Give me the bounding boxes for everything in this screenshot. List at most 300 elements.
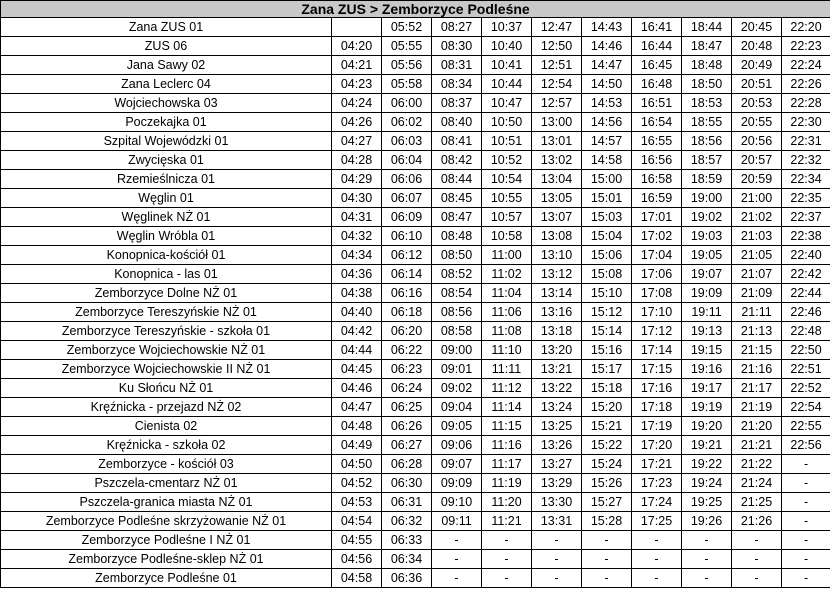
departure-time: 11:06 — [482, 303, 532, 322]
departure-time: 10:41 — [482, 56, 532, 75]
departure-time: 06:02 — [382, 113, 432, 132]
departure-time: 11:10 — [482, 341, 532, 360]
departure-time: 04:21 — [332, 56, 382, 75]
departure-time: 22:26 — [782, 75, 830, 94]
departure-time: 04:28 — [332, 151, 382, 170]
departure-time: 16:45 — [632, 56, 682, 75]
timetable-row — [1, 512, 830, 531]
departure-time: 11:08 — [482, 322, 532, 341]
departure-time: 04:56 — [332, 550, 382, 569]
departure-time: 04:40 — [332, 303, 382, 322]
departure-time: 22:50 — [782, 341, 830, 360]
departure-time: 12:51 — [532, 56, 582, 75]
departure-time: 09:11 — [432, 512, 482, 531]
departure-time: 06:14 — [382, 265, 432, 284]
departure-time: 19:00 — [682, 189, 732, 208]
departure-time: 17:20 — [632, 436, 682, 455]
departure-time: - — [582, 569, 632, 588]
timetable-row — [1, 75, 830, 94]
departure-time: 21:19 — [732, 398, 782, 417]
departure-time: 04:30 — [332, 189, 382, 208]
departure-time: 04:55 — [332, 531, 382, 550]
timetable-row — [1, 284, 830, 303]
departure-time: 10:37 — [482, 18, 532, 37]
departure-time: 08:48 — [432, 227, 482, 246]
stop-name: Cienista 02 — [1, 417, 332, 436]
departure-time: 08:30 — [432, 37, 482, 56]
departure-time: 19:17 — [682, 379, 732, 398]
departure-time: 17:19 — [632, 417, 682, 436]
stop-name: Konopnica-kościół 01 — [1, 246, 332, 265]
departure-time: 08:47 — [432, 208, 482, 227]
timetable-row — [1, 436, 830, 455]
departure-time: 19:09 — [682, 284, 732, 303]
stop-name: Zana ZUS 01 — [1, 18, 332, 37]
timetable-row — [1, 113, 830, 132]
departure-time: 16:55 — [632, 132, 682, 151]
stop-name: Zwycięska 01 — [1, 151, 332, 170]
departure-time: 05:52 — [382, 18, 432, 37]
departure-time: 14:53 — [582, 94, 632, 113]
departure-time: 22:31 — [782, 132, 830, 151]
departure-time: 14:58 — [582, 151, 632, 170]
departure-time: 04:45 — [332, 360, 382, 379]
departure-time: 05:58 — [382, 75, 432, 94]
departure-time: 13:00 — [532, 113, 582, 132]
departure-time: 22:20 — [782, 18, 830, 37]
departure-time: 20:59 — [732, 170, 782, 189]
departure-time: 04:20 — [332, 37, 382, 56]
departure-time: 21:16 — [732, 360, 782, 379]
departure-time: 17:02 — [632, 227, 682, 246]
departure-time: 13:20 — [532, 341, 582, 360]
stop-name: Zemborzyce Podleśne I NŻ 01 — [1, 531, 332, 550]
departure-time: 06:09 — [382, 208, 432, 227]
timetable-row — [1, 322, 830, 341]
departure-time: 22:54 — [782, 398, 830, 417]
stop-name: Wojciechowska 03 — [1, 94, 332, 113]
departure-time: 13:10 — [532, 246, 582, 265]
stop-name: Zemborzyce Tereszyńskie NŻ 01 — [1, 303, 332, 322]
departure-time: 15:01 — [582, 189, 632, 208]
departure-time: 04:58 — [332, 569, 382, 588]
departure-time: 19:21 — [682, 436, 732, 455]
departure-time: - — [732, 550, 782, 569]
timetable-row — [1, 227, 830, 246]
departure-time: 18:57 — [682, 151, 732, 170]
departure-time: 14:56 — [582, 113, 632, 132]
departure-time: 04:49 — [332, 436, 382, 455]
departure-time: 08:41 — [432, 132, 482, 151]
departure-time: 06:27 — [382, 436, 432, 455]
departure-time: 05:56 — [382, 56, 432, 75]
departure-time: 13:27 — [532, 455, 582, 474]
departure-time: 13:31 — [532, 512, 582, 531]
timetable-row — [1, 379, 830, 398]
departure-time: 18:56 — [682, 132, 732, 151]
departure-time: 08:37 — [432, 94, 482, 113]
departure-time: 13:01 — [532, 132, 582, 151]
departure-time: 16:48 — [632, 75, 682, 94]
departure-time: 19:22 — [682, 455, 732, 474]
departure-time: - — [782, 531, 830, 550]
departure-time: 04:50 — [332, 455, 382, 474]
departure-time: 18:53 — [682, 94, 732, 113]
timetable-row — [1, 18, 830, 37]
departure-time: 15:14 — [582, 322, 632, 341]
departure-time: - — [532, 531, 582, 550]
departure-time: 04:38 — [332, 284, 382, 303]
departure-time: 06:07 — [382, 189, 432, 208]
departure-time: 06:00 — [382, 94, 432, 113]
departure-time: 11:15 — [482, 417, 532, 436]
departure-time: 15:17 — [582, 360, 632, 379]
departure-time: 21:11 — [732, 303, 782, 322]
timetable-row — [1, 170, 830, 189]
timetable-row — [1, 341, 830, 360]
departure-time: 09:10 — [432, 493, 482, 512]
departure-time: 04:27 — [332, 132, 382, 151]
departure-time: 11:14 — [482, 398, 532, 417]
departure-time: 19:19 — [682, 398, 732, 417]
departure-time: 10:57 — [482, 208, 532, 227]
departure-time: 15:08 — [582, 265, 632, 284]
departure-time: 21:05 — [732, 246, 782, 265]
departure-time: 22:24 — [782, 56, 830, 75]
departure-time: 15:16 — [582, 341, 632, 360]
departure-time: 04:54 — [332, 512, 382, 531]
departure-time: 22:34 — [782, 170, 830, 189]
departure-time: 15:06 — [582, 246, 632, 265]
departure-time: 17:15 — [632, 360, 682, 379]
departure-time: 06:20 — [382, 322, 432, 341]
departure-time: 08:44 — [432, 170, 482, 189]
departure-time: 16:59 — [632, 189, 682, 208]
departure-time: 22:55 — [782, 417, 830, 436]
departure-time: 08:31 — [432, 56, 482, 75]
timetable-row — [1, 550, 830, 569]
departure-time: 08:34 — [432, 75, 482, 94]
departure-time: 06:24 — [382, 379, 432, 398]
departure-time: 15:27 — [582, 493, 632, 512]
departure-time: 09:01 — [432, 360, 482, 379]
departure-time: - — [682, 569, 732, 588]
timetable-row — [1, 569, 830, 588]
departure-time: 14:46 — [582, 37, 632, 56]
stop-name: Konopnica - las 01 — [1, 265, 332, 284]
departure-time: 13:26 — [532, 436, 582, 455]
departure-time: 20:51 — [732, 75, 782, 94]
departure-time: 08:27 — [432, 18, 482, 37]
departure-time: 13:04 — [532, 170, 582, 189]
departure-time: 15:04 — [582, 227, 632, 246]
departure-time: 06:12 — [382, 246, 432, 265]
timetable-row — [1, 189, 830, 208]
departure-time: 17:12 — [632, 322, 682, 341]
departure-time: 20:49 — [732, 56, 782, 75]
departure-time: 09:06 — [432, 436, 482, 455]
departure-time: 13:24 — [532, 398, 582, 417]
departure-time: 06:18 — [382, 303, 432, 322]
departure-time: 05:55 — [382, 37, 432, 56]
departure-time: 17:10 — [632, 303, 682, 322]
departure-time: 04:44 — [332, 341, 382, 360]
departure-time: 17:16 — [632, 379, 682, 398]
departure-time: 11:16 — [482, 436, 532, 455]
departure-time: 08:56 — [432, 303, 482, 322]
departure-time: 19:16 — [682, 360, 732, 379]
departure-time: 06:33 — [382, 531, 432, 550]
departure-time: 16:58 — [632, 170, 682, 189]
departure-time: 11:02 — [482, 265, 532, 284]
departure-time: 08:58 — [432, 322, 482, 341]
departure-time: 22:32 — [782, 151, 830, 170]
departure-time: 15:22 — [582, 436, 632, 455]
departure-time: 19:26 — [682, 512, 732, 531]
timetable-row — [1, 151, 830, 170]
departure-time: 10:55 — [482, 189, 532, 208]
departure-time: 04:53 — [332, 493, 382, 512]
departure-time: - — [432, 550, 482, 569]
departure-time: 08:42 — [432, 151, 482, 170]
departure-time: 19:11 — [682, 303, 732, 322]
departure-time: 06:22 — [382, 341, 432, 360]
departure-time: - — [582, 531, 632, 550]
departure-time: 13:22 — [532, 379, 582, 398]
stop-name: Węglinek NŻ 01 — [1, 208, 332, 227]
departure-time: 19:05 — [682, 246, 732, 265]
departure-time: 06:03 — [382, 132, 432, 151]
departure-time: - — [732, 531, 782, 550]
departure-time: 10:44 — [482, 75, 532, 94]
departure-time: 04:36 — [332, 265, 382, 284]
departure-time: - — [632, 569, 682, 588]
stop-name: Ku Słońcu NŻ 01 — [1, 379, 332, 398]
departure-time: 08:50 — [432, 246, 482, 265]
departure-time: 06:32 — [382, 512, 432, 531]
departure-time: 15:20 — [582, 398, 632, 417]
departure-time: 16:41 — [632, 18, 682, 37]
departure-time: 15:28 — [582, 512, 632, 531]
departure-time: 16:44 — [632, 37, 682, 56]
departure-time: 11:17 — [482, 455, 532, 474]
departure-time: 04:47 — [332, 398, 382, 417]
departure-time: 21:20 — [732, 417, 782, 436]
departure-time: 04:52 — [332, 474, 382, 493]
departure-time: - — [532, 569, 582, 588]
departure-time: 13:02 — [532, 151, 582, 170]
timetable-row — [1, 265, 830, 284]
departure-time: 06:04 — [382, 151, 432, 170]
departure-time: 04:32 — [332, 227, 382, 246]
stop-name: Węglin Wróbla 01 — [1, 227, 332, 246]
departure-time: 04:48 — [332, 417, 382, 436]
timetable-header-row — [1, 1, 830, 18]
departure-time: 22:40 — [782, 246, 830, 265]
departure-time: 04:29 — [332, 170, 382, 189]
timetable-row — [1, 398, 830, 417]
departure-time: 22:42 — [782, 265, 830, 284]
departure-time: 16:51 — [632, 94, 682, 113]
departure-time: 11:11 — [482, 360, 532, 379]
departure-time: 19:15 — [682, 341, 732, 360]
departure-time: 22:51 — [782, 360, 830, 379]
departure-time: 20:57 — [732, 151, 782, 170]
departure-time: 21:03 — [732, 227, 782, 246]
departure-time: - — [782, 550, 830, 569]
timetable-row — [1, 56, 830, 75]
departure-time: 19:25 — [682, 493, 732, 512]
departure-time: 22:46 — [782, 303, 830, 322]
timetable-row — [1, 37, 830, 56]
timetable-row — [1, 360, 830, 379]
departure-time: 10:47 — [482, 94, 532, 113]
departure-time: - — [482, 569, 532, 588]
departure-time: 19:24 — [682, 474, 732, 493]
departure-time: - — [432, 569, 482, 588]
departure-time: 15:18 — [582, 379, 632, 398]
departure-time: 06:31 — [382, 493, 432, 512]
departure-time: 06:26 — [382, 417, 432, 436]
departure-time: 13:30 — [532, 493, 582, 512]
departure-time: 10:54 — [482, 170, 532, 189]
departure-time: - — [782, 474, 830, 493]
departure-time: 12:50 — [532, 37, 582, 56]
departure-time: 18:44 — [682, 18, 732, 37]
stop-name: ZUS 06 — [1, 37, 332, 56]
departure-time: 21:13 — [732, 322, 782, 341]
departure-time: 16:54 — [632, 113, 682, 132]
departure-time: 20:45 — [732, 18, 782, 37]
departure-time: - — [432, 531, 482, 550]
departure-time: 09:05 — [432, 417, 482, 436]
departure-time: 15:24 — [582, 455, 632, 474]
departure-time: - — [482, 550, 532, 569]
departure-time: 10:51 — [482, 132, 532, 151]
timetable-row — [1, 531, 830, 550]
stop-name: Pszczela-granica miasta NŻ 01 — [1, 493, 332, 512]
stop-name: Zemborzyce Wojciechowskie NŻ 01 — [1, 341, 332, 360]
departure-time: 20:56 — [732, 132, 782, 151]
departure-time: 09:09 — [432, 474, 482, 493]
departure-time: 17:21 — [632, 455, 682, 474]
departure-time: 17:06 — [632, 265, 682, 284]
departure-time: 04:46 — [332, 379, 382, 398]
departure-time: 13:25 — [532, 417, 582, 436]
departure-time: - — [782, 569, 830, 588]
departure-time: 22:23 — [782, 37, 830, 56]
departure-time: - — [782, 493, 830, 512]
departure-time: 06:34 — [382, 550, 432, 569]
timetable-row — [1, 303, 830, 322]
departure-time: 17:01 — [632, 208, 682, 227]
departure-time: 04:26 — [332, 113, 382, 132]
departure-time: - — [482, 531, 532, 550]
departure-time: 11:04 — [482, 284, 532, 303]
departure-time: 13:21 — [532, 360, 582, 379]
departure-time: 22:30 — [782, 113, 830, 132]
departure-time: - — [682, 550, 732, 569]
departure-time: - — [632, 531, 682, 550]
departure-time: 21:26 — [732, 512, 782, 531]
departure-time: 13:08 — [532, 227, 582, 246]
departure-time: 15:21 — [582, 417, 632, 436]
departure-time: 04:23 — [332, 75, 382, 94]
stop-name: Zemborzyce Tereszyńskie - szkoła 01 — [1, 322, 332, 341]
departure-time: 17:24 — [632, 493, 682, 512]
departure-time: 12:54 — [532, 75, 582, 94]
departure-time: 14:43 — [582, 18, 632, 37]
departure-time: 04:31 — [332, 208, 382, 227]
departure-time: 22:35 — [782, 189, 830, 208]
departure-time — [332, 18, 382, 37]
stop-name: Zemborzyce Podleśne-sklep NŻ 01 — [1, 550, 332, 569]
departure-time: 11:20 — [482, 493, 532, 512]
timetable-row — [1, 208, 830, 227]
departure-time: 06:23 — [382, 360, 432, 379]
departure-time: 18:59 — [682, 170, 732, 189]
departure-time: 20:53 — [732, 94, 782, 113]
departure-time: 06:25 — [382, 398, 432, 417]
departure-time: 09:07 — [432, 455, 482, 474]
stop-name: Zemborzyce Podleśne skrzyżowanie NŻ 01 — [1, 512, 332, 531]
departure-time: 06:16 — [382, 284, 432, 303]
departure-time: 11:12 — [482, 379, 532, 398]
departure-time: 13:18 — [532, 322, 582, 341]
departure-time: 14:50 — [582, 75, 632, 94]
departure-time: - — [632, 550, 682, 569]
timetable-row — [1, 417, 830, 436]
departure-time: 21:17 — [732, 379, 782, 398]
departure-time: 14:57 — [582, 132, 632, 151]
departure-time: 09:00 — [432, 341, 482, 360]
departure-time: 06:28 — [382, 455, 432, 474]
timetable-row — [1, 132, 830, 151]
departure-time: 21:15 — [732, 341, 782, 360]
stop-name: Szpital Wojewódzki 01 — [1, 132, 332, 151]
departure-time: 06:06 — [382, 170, 432, 189]
departure-time: 11:00 — [482, 246, 532, 265]
timetable-body — [1, 18, 830, 588]
departure-time: 04:34 — [332, 246, 382, 265]
departure-time: 21:07 — [732, 265, 782, 284]
timetable-row — [1, 493, 830, 512]
departure-time: 19:13 — [682, 322, 732, 341]
departure-time: 14:47 — [582, 56, 632, 75]
stop-name: Zemborzyce Podleśne 01 — [1, 569, 332, 588]
departure-time: 17:25 — [632, 512, 682, 531]
departure-time: 06:10 — [382, 227, 432, 246]
departure-time: 04:24 — [332, 94, 382, 113]
departure-time: 18:50 — [682, 75, 732, 94]
departure-time: 12:47 — [532, 18, 582, 37]
departure-time: 18:55 — [682, 113, 732, 132]
departure-time: 17:08 — [632, 284, 682, 303]
departure-time: 10:40 — [482, 37, 532, 56]
departure-time: 08:52 — [432, 265, 482, 284]
departure-time: 08:45 — [432, 189, 482, 208]
departure-time: 13:16 — [532, 303, 582, 322]
departure-time: 21:22 — [732, 455, 782, 474]
departure-time: 08:40 — [432, 113, 482, 132]
timetable-title: Zana ZUS > Zemborzyce Podleśne — [1, 1, 830, 18]
stop-name: Pszczela-cmentarz NŻ 01 — [1, 474, 332, 493]
departure-time: 20:48 — [732, 37, 782, 56]
departure-time: 16:56 — [632, 151, 682, 170]
departure-time: 15:10 — [582, 284, 632, 303]
departure-time: - — [532, 550, 582, 569]
departure-time: 22:52 — [782, 379, 830, 398]
